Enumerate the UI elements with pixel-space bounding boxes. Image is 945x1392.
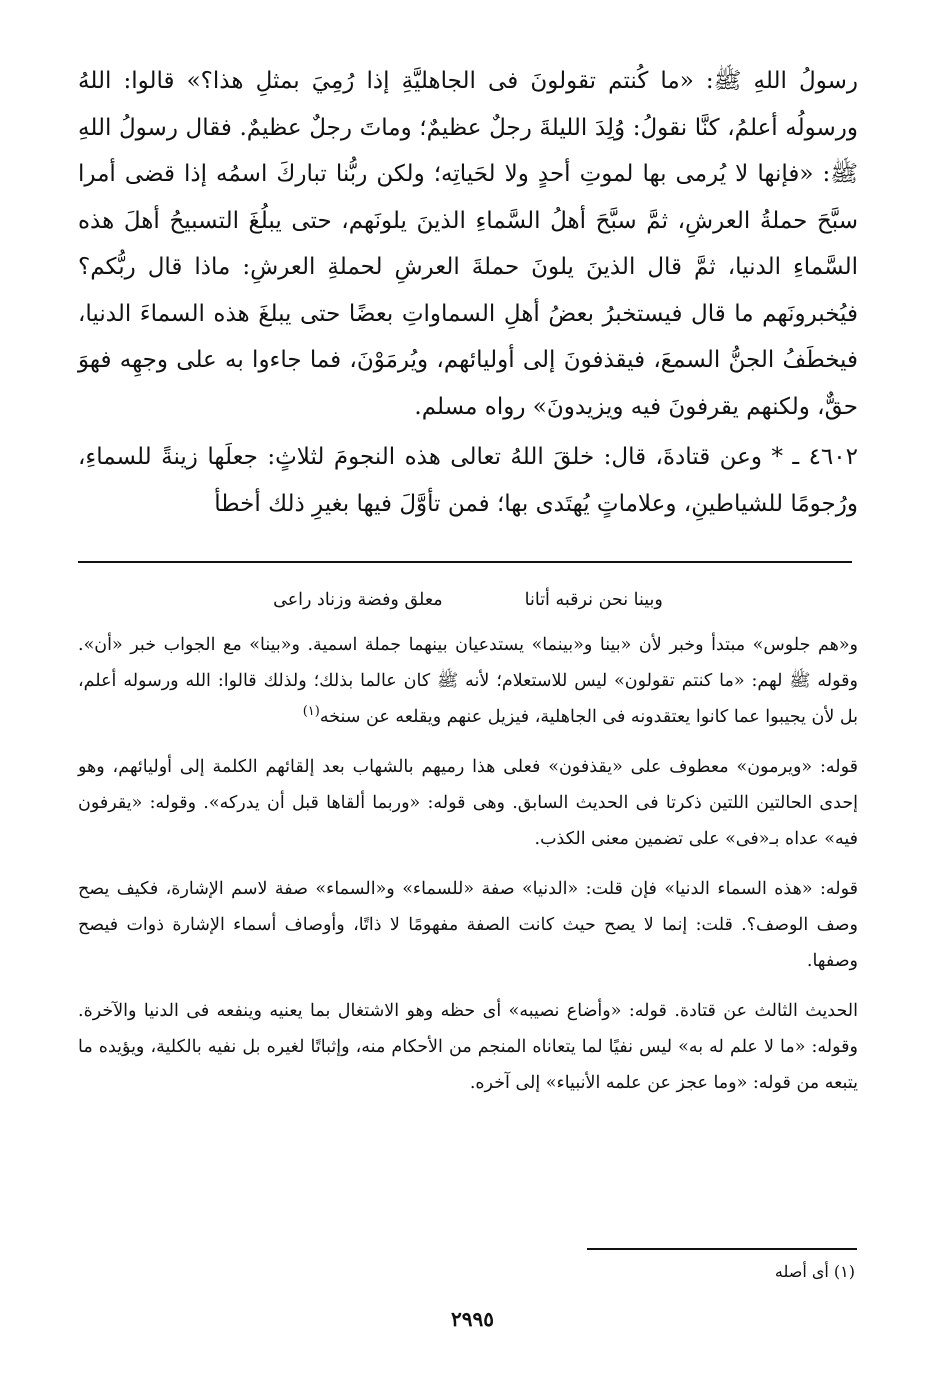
poetry-verse bbox=[78, 585, 858, 615]
hadith-paragraph: رسولُ اللهِ ﷺ: «ما كُنتم تقولونَ فى الجاهليَّةِ إذا رُمِيَ بمثلِ هذا؟» قالوا: اللهُ ورسولُه أعلمُ، كنَّا نقولُ: وُلِدَ الليلةَ رجلٌ عظيمٌ؛ وماتَ رجلٌ عظيمٌ. فقال رسولُ اللهِ ﷺ: «فإنها لا يُرمى بها لموتِ أحدٍ ولا لحَياتِه؛ ولكن ربُّنا تباركَ اسمُه إذا قضى أمرا سبَّحَ حملةُ العرشِ، ثمَّ سبَّحَ أهلُ السَّماءِ الذينَ يلونَهم، حتى يبلُغَ التسبيحُ أهلَ هذه السَّماءِ الدنيا، ثمَّ قال الذينَ يلونَ حملةَ العرشِ لحملةِ العرشِ: ماذا قال ربُّكم؟ فيُخبرونَهم ما قال فيستخبرُ بعضُ أهلِ السماواتِ بعضًا حتى يبلغَ هذه السماءَ الدنيا، فيخطَفُ الجنُّ السمعَ، فيقذفونَ إلى أوليائهم، ويُرمَوْنَ، فما جاءوا به على وجهِه فهوَ حقٌّ، ولكنهم يقرفونَ فيه ويزيدونَ» رواه مسلم. bbox=[78, 68, 858, 420]
commentary-text: و«هم جلوس» مبتدأ وخبر لأن «بينا و«بينما» يستدعيان بينهما جملة اسمية. و«بينا» مع الجواب خبر «أن». وقوله ﷺ لهم: «ما كنتم تقولون» ليس للاستعلام؛ لأنه ﷺ كان عالما بذلك؛ ولذلك قالوا: الله ورسوله أعلم، بل لأن يجيبوا عما كانوا يعتقدونه فى الجاهلية، فيزيل عنهم ويقلعه عن سنخه bbox=[78, 635, 858, 727]
commentary-paragraph bbox=[78, 627, 858, 735]
footnote: (١) أى أصله bbox=[774, 1262, 855, 1281]
hadith-paragraph-4602: ٤٦٠٢ ـ * وعن قتادةَ، قال: خلقَ اللهُ تعالى هذه النجومَ لثلاثٍ: جعلَها زينةً للسماءِ، ورُجومًا للشياطينِ، وعلاماتٍ يُهتَدى بها؛ فمن تأوَّلَ فيها بغيرِ ذلك أخطأ bbox=[78, 444, 858, 517]
text-divider bbox=[78, 561, 852, 563]
commentary bbox=[78, 627, 858, 1101]
verse-first-hemistich: وبينا نحن نرقبه أتانا bbox=[524, 590, 663, 610]
hadith-text bbox=[78, 58, 858, 527]
commentary-paragraph: قوله: «ويرمون» معطوف على «يقذفون» فعلى هذا رميهم بالشهاب بعد إلقائهم الكلمة إلى أوليائهم، وهو إحدى الحالتين اللتين ذكرتا فى الحديث السابق. وهى قوله: «وربما ألقاها قبل أن يدركه». وقوله: «يقرفون فيه» عداه بـ«فى» على تضمين معنى الكذب. bbox=[78, 757, 858, 849]
verse-second-hemistich: معلق وفضة وزناد راعى bbox=[273, 590, 443, 610]
footnote-reference[interactable]: (١) bbox=[302, 704, 320, 720]
page-content bbox=[78, 58, 858, 1101]
page-number: ٢٩٩٥ bbox=[451, 1307, 494, 1331]
footnote-divider bbox=[587, 1248, 857, 1250]
commentary-paragraph: الحديث الثالث عن قتادة. قوله: «وأضاع نصيبه» أى حظه وهو الاشتغال بما يعنيه وينفعه فى الدنيا والآخرة. وقوله: «ما لا علم له به» ليس نفيًا لما يتعاناه المنجم من الأحكام منه، وإثباتًا لغيره بل نفيه بالكلية، ويؤيده ما يتبعه من قوله: «وما عجز عن علمه الأنبياء» إلى آخره. bbox=[78, 1001, 858, 1093]
commentary-paragraph: قوله: «هذه السماء الدنيا» فإن قلت: «الدنيا» صفة «للسماء» و«السماء» صفة لاسم الإشارة، فكيف يصح وصف الوصف؟. قلت: إنما لا يصح حيث كانت الصفة مفهومًا لا ذاتًا، وأوصاف أسماء الإشارة ذوات فيصح وصفها. bbox=[78, 879, 858, 971]
